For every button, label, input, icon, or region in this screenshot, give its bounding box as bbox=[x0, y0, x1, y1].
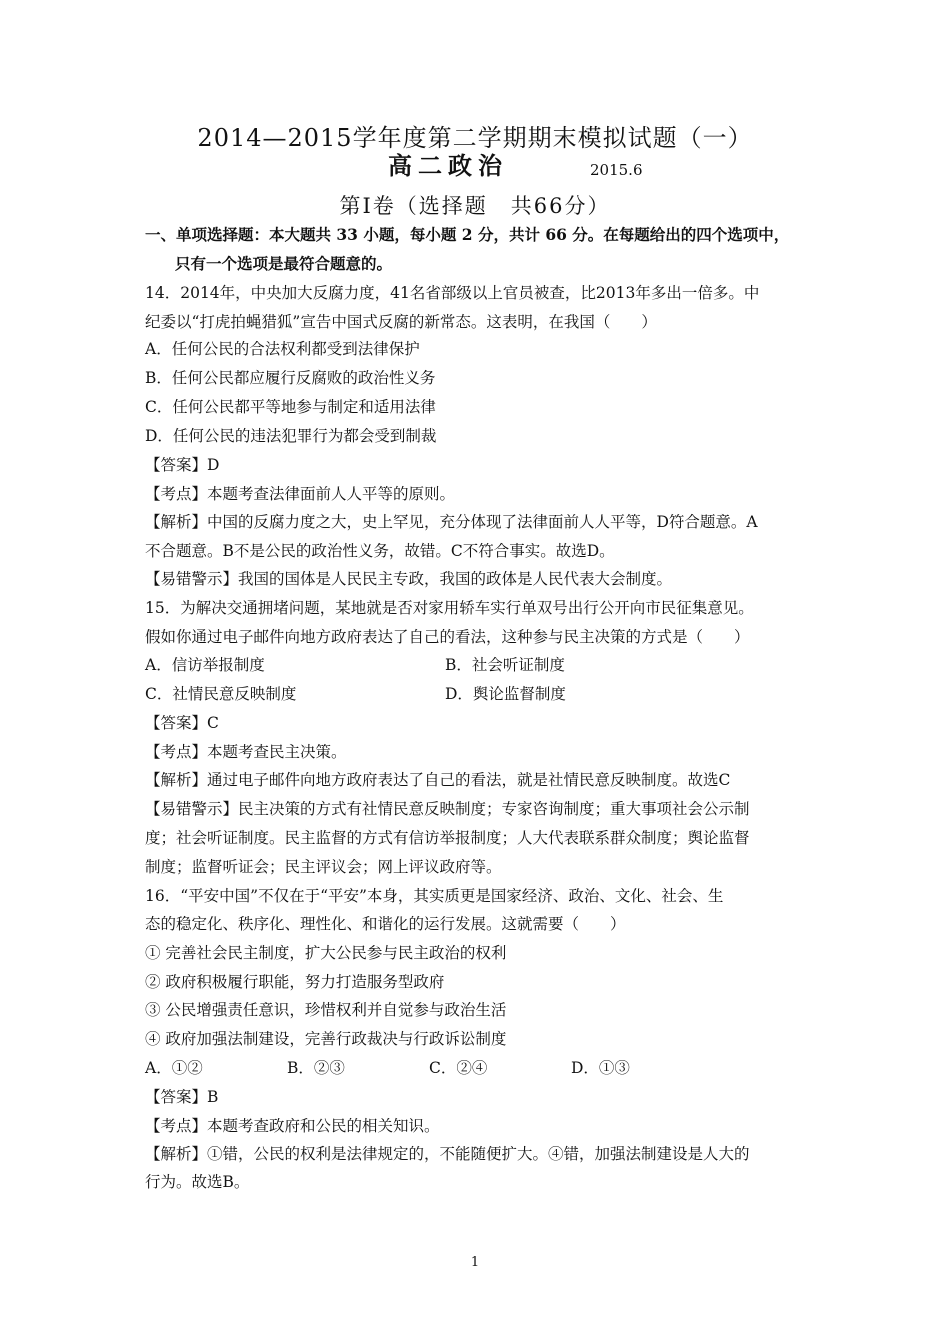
q16-options-row bbox=[145, 1058, 630, 1078]
q15-option-c: C．社情民意反映制度 bbox=[145, 685, 297, 703]
q15-warning-3: 制度；监督听证会；民主评议会；网上评议政府等。 bbox=[145, 858, 502, 876]
q14-option-c: C．任何公民都平等地参与制定和适用法律 bbox=[145, 398, 436, 416]
q15-warning-1: 【易错警示】民主决策的方式有社情民意反映制度；专家咨询制度；重大事项社会公示制 bbox=[145, 800, 750, 818]
q16-analysis-1: 【解析】①错，公民的权利是法律规定的，不能随便扩大。④错，加强法制建设是人大的 bbox=[145, 1145, 750, 1163]
q16-item-3: ③ 公民增强责任意识，珍惜权利并自觉参与政治生活 bbox=[145, 1001, 507, 1019]
q14-warning: 【易错警示】我国的国体是人民民主专政，我国的政体是人民代表大会制度。 bbox=[145, 570, 673, 588]
q16-answer: 【答案】B bbox=[145, 1088, 219, 1106]
q14-option-b: B．任何公民都应履行反腐败的政治性义务 bbox=[145, 369, 436, 387]
q15-stem-1: 15．为解决交通拥堵问题，某地就是否对家用轿车实行单双号出行公开向市民征集意见。 bbox=[145, 599, 754, 617]
q15-answer: 【答案】C bbox=[145, 714, 219, 732]
q16-option-d: D．①③ bbox=[571, 1059, 630, 1077]
q15-analysis: 【解析】通过电子邮件向地方政府表达了自己的看法，就是社情民意反映制度。故选C bbox=[145, 771, 731, 789]
q14-option-d: D．任何公民的违法犯罪行为都会受到制裁 bbox=[145, 427, 437, 445]
q14-analysis-2: 不合题意。B不是公民的政治性义务，故错。C不符合事实。故选D。 bbox=[145, 542, 615, 560]
q16-item-1: ① 完善社会民主制度，扩大公民参与民主政治的权利 bbox=[145, 944, 507, 962]
subject-title: 高二政治 bbox=[388, 151, 508, 180]
page-number: 1 bbox=[470, 1255, 480, 1270]
q15-point: 【考点】本题考查民主决策。 bbox=[145, 743, 347, 761]
q15-stem-2: 假如你通过电子邮件向地方政府表达了自己的看法，这种参与民主决策的方式是（ ） bbox=[145, 628, 750, 646]
q16-analysis-2: 行为。故选B。 bbox=[145, 1173, 250, 1191]
q15-option-b: B．社会听证制度 bbox=[445, 656, 565, 674]
q15-option-a: A．信访举报制度 bbox=[145, 656, 265, 674]
q16-stem-1: 16．“平安中国”不仅在于“平安”本身，其实质更是国家经济、政治、文化、社会、生 bbox=[145, 887, 724, 905]
q15-option-d: D．舆论监督制度 bbox=[445, 685, 566, 703]
q14-stem-1: 14．2014年，中央加大反腐力度，41名省部级以上官员被查，比2013年多出一倍多。中 bbox=[145, 284, 760, 302]
q16-stem-2: 态的稳定化、秩序化、理性化、和谐化的运行发展。这就需要（ ） bbox=[145, 915, 626, 933]
q16-item-2: ② 政府积极履行职能，努力打造服务型政府 bbox=[145, 973, 445, 991]
q14-answer: 【答案】D bbox=[145, 456, 220, 474]
q15-options-row-2 bbox=[145, 684, 566, 704]
instructions-line-2: 只有一个选项是最符合题意的。 bbox=[175, 254, 393, 273]
q16-option-c: C．②④ bbox=[429, 1059, 488, 1077]
q14-option-a: A．任何公民的合法权利都受到法律保护 bbox=[145, 340, 420, 358]
q16-point: 【考点】本题考查政府和公民的相关知识。 bbox=[145, 1117, 440, 1135]
page-title: 2014—2015学年度第二学期期末模拟试题（一） bbox=[197, 124, 753, 152]
q16-option-a: A．①② bbox=[145, 1059, 203, 1077]
q14-stem-2: 纪委以“打虎拍蝇猎狐”宣告中国式反腐的新常态。这表明，在我国（ ） bbox=[145, 313, 657, 331]
q15-warning-2: 度；社会听证制度。民主监督的方式有信访举报制度；人大代表联系群众制度；舆论监督 bbox=[145, 829, 750, 847]
q14-analysis-1: 【解析】中国的反腐力度之大，史上罕见，充分体现了法律面前人人平等，D符合题意。A bbox=[145, 513, 758, 531]
section-heading: 第Ⅰ卷（选择题 共66分） bbox=[339, 194, 611, 218]
q16-item-4: ④ 政府加强法制建设，完善行政裁决与行政诉讼制度 bbox=[145, 1030, 507, 1048]
q16-option-b: B．②③ bbox=[287, 1059, 345, 1077]
instructions-line-1: 一、单项选择题：本大题共 33 小题，每小题 2 分，共计 66 分。在每题给出的四个选项中， bbox=[145, 225, 790, 244]
exam-date: 2015.6 bbox=[590, 161, 643, 179]
q15-options-row-1 bbox=[145, 655, 565, 675]
q14-point: 【考点】本题考查法律面前人人平等的原则。 bbox=[145, 485, 456, 503]
